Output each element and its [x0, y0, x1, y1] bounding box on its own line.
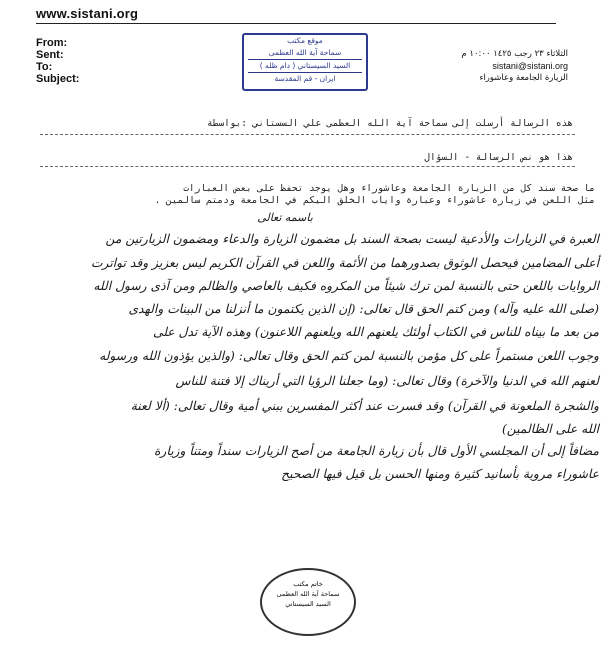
to-label: To:	[36, 61, 53, 73]
seal-line-2: سماحة آية الله العظمى	[276, 590, 340, 598]
stamp-line-4: ايران - قم المقدسة	[274, 74, 336, 83]
answer-line: الله على الظالمين)	[501, 422, 599, 436]
subject-text: الزيارة الجامعة وعاشوراء	[479, 73, 568, 83]
answer-line: (صلى الله عليه وآله) ومن كتم الحق قال تعالى: (إن الذين يكتمون ما أنزلنا من البينات والهدى	[128, 302, 599, 316]
subject-label: Subject:	[36, 73, 80, 85]
question-line-2: مثل اللعن في زيارة عاشوراء وعبارة واياب الخلق اليكم في الجامعة ودمتم سالمين .	[154, 195, 595, 206]
site-url[interactable]: www.sistani.org	[36, 6, 139, 21]
sent-date: الثلاثاء ٢٣ رجب ١٤٢٥ ١٠:٠٠ م	[461, 49, 568, 59]
answer-line: أعلى المضامين فيحصل الوثوق بصدورهما من الأئمة واللعن في القرآن الكريم ليس بعزيز وقد تواترت	[90, 256, 599, 270]
office-stamp	[242, 33, 368, 91]
from-label: From:	[36, 37, 68, 49]
dashed-separator	[40, 134, 575, 135]
answer-line: مضافاً إلى أن المجلسي الأول قال بأن زيارة الجامعة من أصح الزيارات سنداً ومتناً وزيارة	[153, 444, 599, 458]
answer-line: العبرة في الزيارات والأدعية ليست بصحة السند بل مضمون الزيارة والدعاء ومضمون الزيارتين من	[105, 232, 599, 246]
answer-line: والشجرة الملعونة في القرآن) وقد فسرت عند أكثر المفسرين ببني أمية وقال تعالى: (ألا لعنة	[130, 399, 599, 413]
seal-line-3: السيد السيستاني	[285, 600, 331, 608]
office-seal	[260, 568, 356, 636]
sent-via-line: هذه الرسالة أرسلت إلى سماحة آية الله العظمى علي السستاني :بواسطة	[206, 118, 573, 129]
answer-line: عاشوراء مروية بأسانيد كثيرة ومنها الحسن بل قيل فيها الصحيح	[281, 467, 599, 481]
sent-label: Sent:	[36, 49, 64, 61]
stamp-line-3: السيد السيستاني ( دام ظله )	[248, 59, 362, 73]
answer-line: لعنهم الله في الدنيا والآخرة) وقال تعالى: (وما جعلنا الرؤيا التي أريناك إلا فتنة للناس	[175, 374, 599, 388]
stamp-line-2: سماحة آية الله العظمى	[268, 48, 342, 57]
answer-line: وجوب اللعن مستمراً على كل مؤمن بالنسبة لمن كتم الحق وقال تعالى: (والذين يؤذون الله ورسوله	[99, 349, 599, 363]
stamp-line-1: موقع مكتب	[287, 36, 323, 45]
answer-line: الروايات باللعن حتى بالنسبة لمن ترك شيئاً من المكروه فكيف بالعاصي والظالم ومن آذى رسول الله	[93, 279, 599, 293]
answer-line: من بعد ما بيناه للناس في الكتاب أولئك يلعنهم الله ويلعنهم اللاعنون) وهذه الآية تدل على	[152, 325, 599, 339]
seal-line-1: خاتم مكتب	[293, 580, 323, 588]
message-heading: هذا هو نص الرسالة - السؤال	[424, 152, 573, 163]
recipient-email[interactable]: sistani@sistani.org	[492, 61, 568, 71]
header-divider	[36, 23, 556, 24]
answer-basmala: باسمه تعالى	[257, 211, 313, 224]
question-line-1: ما صحة سند كل من الزيارة الجامعة وعاشوراء وهل يوجد تحفظ على بعض العبارات	[183, 183, 595, 194]
dashed-separator	[40, 166, 575, 167]
